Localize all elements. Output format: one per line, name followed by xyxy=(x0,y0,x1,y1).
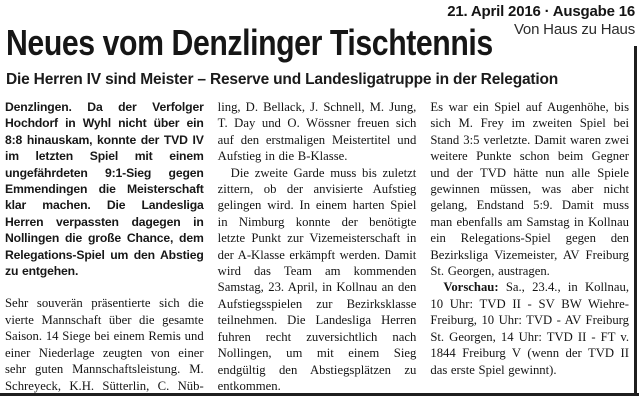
article-headline: Neues vom Denzlinger Tischtennis xyxy=(6,22,493,63)
vorschau-label: Vorschau: xyxy=(443,280,499,295)
article-paragraph: Es war ein Spiel auf Augenhöhe, bis sich M. Frey im zweiten Spiel bei Stand 3:5 verletzte. Damit waren zwei weitere Punkte schon beim Gegner und der TVD hätte nun alle Spiele gewinnen müssen, was aber nicht gelang, Endstand 5:9. Damit muss man ebenfalls am Samstag in Kollnau ein Relegations-Spiel gegen den Bezirksliga Vizemeister, AV Freiburg St. Georgen, austragen. xyxy=(430,100,630,279)
article-column-3 xyxy=(430,99,629,394)
vorschau-text: Sa., 23.4., in Kollnau, 10 Uhr: TVD II - SV BW Wiehre-Freiburg, 10 Uhr: TVD - AV Freiburg St. Georgen, 14 Uhr: TVD II - FT v. 1844 Freiburg V (wenn der TVD II das erste Spiel gewinnt). xyxy=(430,280,630,377)
publication-name: Von Haus zu Haus xyxy=(513,21,635,38)
article-paragraph: ling, D. Bellack, J. Schnell, M. Jung, T. Day und O. Wössner freuen sich auf den erstmaligen Meistertitel und Aufstieg in die B-Klasse. xyxy=(217,100,417,164)
article-column-2 xyxy=(218,99,417,394)
clipping-border-right xyxy=(634,46,637,393)
article-body xyxy=(5,99,629,394)
article-paragraph: Die zweite Garde muss bis zuletzt zittern, ob der anvisierte Aufstieg gelingen wird. In einem harten Spiel in Nimburg konnte der benötigte letzte Punkt zur Vizemeisterschaft in der A-Klasse erkämpft werden. Damit wird das Team am kommenden Samstag, 23. April, in Kollnau an den Aufstiegsspielen zur Bezirksklasse teilnehmen. Die Landesliga Herren fuhren recht zuversichtlich nach Nollingen, um mit einem Sieg endgültig den Abstiegsplätzen zu entkommen. xyxy=(217,165,417,393)
issue-date: 21. April 2016 · Ausgabe 16 xyxy=(447,3,635,20)
article-paragraph xyxy=(430,279,629,377)
article-column-1 xyxy=(5,99,204,394)
article-paragraph: Sehr souverän präsentierte sich die vierte Mannschaft über die gesamte Saison. 14 Siege bei einem Remis und einer Niederlage zeugten von einer sehr guten Mannschaftsleistung. M. Schreyeck, K.H. Sütterlin, C. Nüb- xyxy=(5,296,204,393)
article-subhead: Die Herren IV sind Meister – Reserve und Landesligatruppe in der Relegation xyxy=(6,71,559,88)
lead-paragraph: Denzlingen. Da der Verfolger Hochdorf in Wyhl nicht über ein 8:8 hinauskam, konnte der TVD IV im letzten Spiel mit einem ungefährdeten 9:1-Sieg gegen Emmendingen die Meisterschaft klar machen. Die Landesliga Herren verpassten dagegen in Nollingen die große Chance, dem Relegations-Spiel um den Abstieg zu entgehen. xyxy=(5,100,204,279)
clipping-border-bottom xyxy=(0,393,639,396)
